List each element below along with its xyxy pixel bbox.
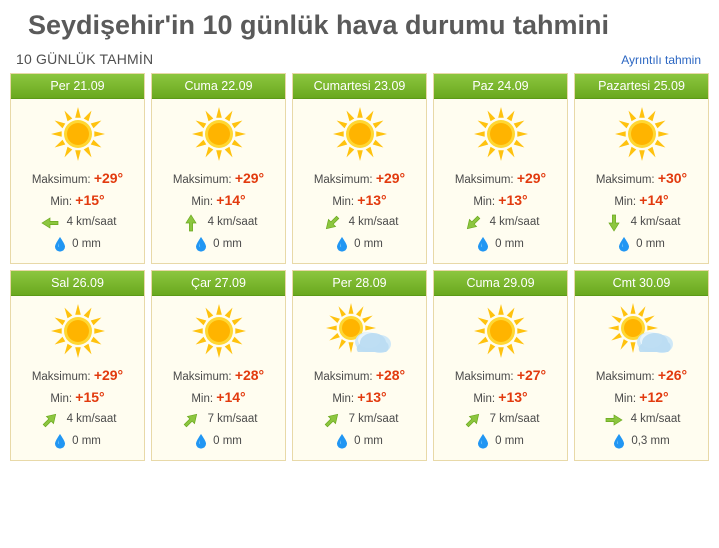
wind-direction-arrow-icon bbox=[39, 214, 61, 230]
precipitation-value: 0 mm bbox=[636, 238, 665, 250]
sunny-icon bbox=[434, 300, 567, 362]
min-temperature-row bbox=[293, 189, 426, 211]
max-temperature-row bbox=[293, 364, 426, 386]
precipitation-value: 0 mm bbox=[72, 238, 101, 250]
wind-row bbox=[11, 211, 144, 233]
day-label: Cmt 30.09 bbox=[575, 271, 708, 296]
forecast-values bbox=[152, 165, 285, 263]
wind-row bbox=[575, 408, 708, 430]
max-temperature-value: +29° bbox=[375, 170, 406, 186]
sunny-icon bbox=[293, 103, 426, 165]
sunny-icon bbox=[11, 103, 144, 165]
min-temperature-value: +14° bbox=[216, 192, 246, 208]
water-drop-icon bbox=[54, 433, 66, 449]
precipitation-row bbox=[152, 430, 285, 452]
max-temperature-row bbox=[434, 364, 567, 386]
precipitation-row bbox=[434, 430, 567, 452]
max-temperature-label: Maksimum: bbox=[313, 371, 373, 383]
max-temperature-label: Maksimum: bbox=[172, 371, 232, 383]
water-drop-icon bbox=[477, 433, 489, 449]
wind-direction-arrow-icon bbox=[321, 411, 343, 427]
forecast-values bbox=[293, 165, 426, 263]
precipitation-row bbox=[11, 233, 144, 255]
precipitation-row bbox=[293, 430, 426, 452]
max-temperature-value: +27° bbox=[516, 367, 547, 383]
max-temperature-row bbox=[11, 364, 144, 386]
min-temperature-value: +13° bbox=[498, 192, 528, 208]
max-temperature-label: Maksimum: bbox=[313, 174, 373, 186]
min-temperature-row bbox=[11, 189, 144, 211]
sunny-icon bbox=[434, 103, 567, 165]
wind-row bbox=[293, 211, 426, 233]
water-drop-icon bbox=[613, 433, 625, 449]
min-temperature-label: Min: bbox=[473, 196, 496, 208]
forecast-values bbox=[11, 362, 144, 460]
precipitation-row bbox=[152, 233, 285, 255]
water-drop-icon bbox=[477, 236, 489, 252]
wind-speed-value: 4 km/saat bbox=[207, 216, 258, 228]
day-label: Cuma 29.09 bbox=[434, 271, 567, 296]
day-label: Pazartesi 25.09 bbox=[575, 74, 708, 99]
day-label: Cuma 22.09 bbox=[152, 74, 285, 99]
day-label: Çar 27.09 bbox=[152, 271, 285, 296]
precipitation-value: 0 mm bbox=[354, 238, 383, 250]
min-temperature-row bbox=[575, 189, 708, 211]
sunny-partly-cloudy-icon bbox=[293, 300, 426, 362]
forecast-values bbox=[575, 165, 708, 263]
wind-speed-value: 4 km/saat bbox=[630, 413, 681, 425]
wind-speed-value: 4 km/saat bbox=[489, 216, 540, 228]
max-temperature-row bbox=[293, 167, 426, 189]
forecast-day-card[interactable] bbox=[292, 73, 427, 264]
max-temperature-value: +30° bbox=[657, 170, 688, 186]
min-temperature-label: Min: bbox=[50, 196, 73, 208]
precipitation-row bbox=[575, 430, 708, 452]
min-temperature-value: +14° bbox=[216, 389, 246, 405]
min-temperature-value: +13° bbox=[357, 192, 387, 208]
precipitation-value: 0 mm bbox=[354, 435, 383, 447]
forecast-day-card[interactable] bbox=[151, 73, 286, 264]
wind-row bbox=[152, 211, 285, 233]
min-temperature-value: +14° bbox=[639, 192, 669, 208]
min-temperature-row bbox=[575, 386, 708, 408]
max-temperature-row bbox=[575, 167, 708, 189]
min-temperature-label: Min: bbox=[191, 196, 214, 208]
sunny-icon bbox=[11, 300, 144, 362]
wind-direction-arrow-icon bbox=[39, 411, 61, 427]
max-temperature-row bbox=[152, 167, 285, 189]
day-label: Per 21.09 bbox=[11, 74, 144, 99]
wind-direction-arrow-icon bbox=[603, 411, 625, 427]
precipitation-row bbox=[434, 233, 567, 255]
min-temperature-row bbox=[434, 386, 567, 408]
day-label: Sal 26.09 bbox=[11, 271, 144, 296]
wind-row bbox=[434, 408, 567, 430]
precipitation-value: 0,3 mm bbox=[631, 435, 670, 447]
water-drop-icon bbox=[195, 433, 207, 449]
forecast-values bbox=[152, 362, 285, 460]
water-drop-icon bbox=[195, 236, 207, 252]
forecast-values bbox=[293, 362, 426, 460]
min-temperature-value: +12° bbox=[639, 389, 669, 405]
max-temperature-label: Maksimum: bbox=[31, 174, 91, 186]
max-temperature-value: +29° bbox=[516, 170, 547, 186]
min-temperature-label: Min: bbox=[614, 393, 637, 405]
forecast-row-2 bbox=[10, 270, 709, 461]
detailed-forecast-link[interactable]: Ayrıntılı tahmin bbox=[621, 53, 701, 67]
min-temperature-label: Min: bbox=[332, 393, 355, 405]
precipitation-value: 0 mm bbox=[213, 238, 242, 250]
day-label: Cumartesi 23.09 bbox=[293, 74, 426, 99]
wind-row bbox=[434, 211, 567, 233]
min-temperature-label: Min: bbox=[191, 393, 214, 405]
max-temperature-label: Maksimum: bbox=[595, 174, 655, 186]
forecast-values bbox=[434, 362, 567, 460]
forecast-row-1 bbox=[10, 73, 709, 264]
max-temperature-row bbox=[434, 167, 567, 189]
max-temperature-label: Maksimum: bbox=[172, 174, 232, 186]
max-temperature-value: +29° bbox=[93, 367, 124, 383]
min-temperature-value: +13° bbox=[498, 389, 528, 405]
wind-direction-arrow-icon bbox=[603, 214, 625, 230]
max-temperature-label: Maksimum: bbox=[454, 371, 514, 383]
min-temperature-value: +15° bbox=[75, 192, 105, 208]
forecast-day-card[interactable] bbox=[10, 73, 145, 264]
min-temperature-label: Min: bbox=[614, 196, 637, 208]
wind-speed-value: 7 km/saat bbox=[348, 413, 399, 425]
precipitation-value: 0 mm bbox=[72, 435, 101, 447]
water-drop-icon bbox=[336, 236, 348, 252]
wind-speed-value: 7 km/saat bbox=[489, 413, 540, 425]
forecast-values bbox=[434, 165, 567, 263]
wind-row bbox=[152, 408, 285, 430]
wind-speed-value: 4 km/saat bbox=[630, 216, 681, 228]
wind-row bbox=[11, 408, 144, 430]
precipitation-value: 0 mm bbox=[495, 435, 524, 447]
water-drop-icon bbox=[618, 236, 630, 252]
max-temperature-value: +29° bbox=[234, 170, 265, 186]
min-temperature-row bbox=[434, 189, 567, 211]
wind-direction-arrow-icon bbox=[321, 214, 343, 230]
forecast-day-card[interactable] bbox=[574, 73, 709, 264]
max-temperature-row bbox=[11, 167, 144, 189]
min-temperature-row bbox=[293, 386, 426, 408]
forecast-day-card[interactable] bbox=[151, 270, 286, 461]
wind-speed-value: 4 km/saat bbox=[66, 413, 117, 425]
min-temperature-row bbox=[152, 189, 285, 211]
min-temperature-row bbox=[11, 386, 144, 408]
max-temperature-value: +28° bbox=[375, 367, 406, 383]
precipitation-value: 0 mm bbox=[213, 435, 242, 447]
day-label: Paz 24.09 bbox=[434, 74, 567, 99]
wind-speed-value: 4 km/saat bbox=[348, 216, 399, 228]
forecast-values bbox=[575, 362, 708, 460]
min-temperature-label: Min: bbox=[332, 196, 355, 208]
water-drop-icon bbox=[54, 236, 66, 252]
forecast-day-card[interactable] bbox=[574, 270, 709, 461]
forecast-values bbox=[11, 165, 144, 263]
forecast-grid bbox=[0, 73, 719, 461]
forecast-day-card[interactable] bbox=[433, 270, 568, 461]
min-temperature-label: Min: bbox=[473, 393, 496, 405]
max-temperature-value: +28° bbox=[234, 367, 265, 383]
wind-direction-arrow-icon bbox=[462, 214, 484, 230]
sunny-icon bbox=[152, 103, 285, 165]
max-temperature-row bbox=[575, 364, 708, 386]
max-temperature-value: +26° bbox=[657, 367, 688, 383]
wind-direction-arrow-icon bbox=[180, 411, 202, 427]
day-label: Per 28.09 bbox=[293, 271, 426, 296]
max-temperature-label: Maksimum: bbox=[31, 371, 91, 383]
precipitation-row bbox=[293, 233, 426, 255]
sunny-icon bbox=[575, 103, 708, 165]
wind-speed-value: 4 km/saat bbox=[66, 216, 117, 228]
min-temperature-row bbox=[152, 386, 285, 408]
forecast-day-card[interactable] bbox=[292, 270, 427, 461]
max-temperature-value: +29° bbox=[93, 170, 124, 186]
precipitation-row bbox=[11, 430, 144, 452]
wind-direction-arrow-icon bbox=[180, 214, 202, 230]
wind-speed-value: 7 km/saat bbox=[207, 413, 258, 425]
page-title: Seydişehir'in 10 günlük hava durumu tahmini bbox=[28, 10, 610, 40]
forecast-day-card[interactable] bbox=[10, 270, 145, 461]
sunny-icon bbox=[152, 300, 285, 362]
min-temperature-value: +13° bbox=[357, 389, 387, 405]
min-temperature-label: Min: bbox=[50, 393, 73, 405]
min-temperature-value: +15° bbox=[75, 389, 105, 405]
wind-row bbox=[293, 408, 426, 430]
max-temperature-label: Maksimum: bbox=[454, 174, 514, 186]
forecast-day-card[interactable] bbox=[433, 73, 568, 264]
wind-direction-arrow-icon bbox=[462, 411, 484, 427]
subheader-bar bbox=[0, 41, 719, 73]
water-drop-icon bbox=[336, 433, 348, 449]
sunny-partly-cloudy-icon bbox=[575, 300, 708, 362]
precipitation-value: 0 mm bbox=[495, 238, 524, 250]
wind-row bbox=[575, 211, 708, 233]
precipitation-row bbox=[575, 233, 708, 255]
forecast-range-label: 10 GÜNLÜK TAHMİN bbox=[16, 51, 154, 67]
max-temperature-row bbox=[152, 364, 285, 386]
max-temperature-label: Maksimum: bbox=[595, 371, 655, 383]
